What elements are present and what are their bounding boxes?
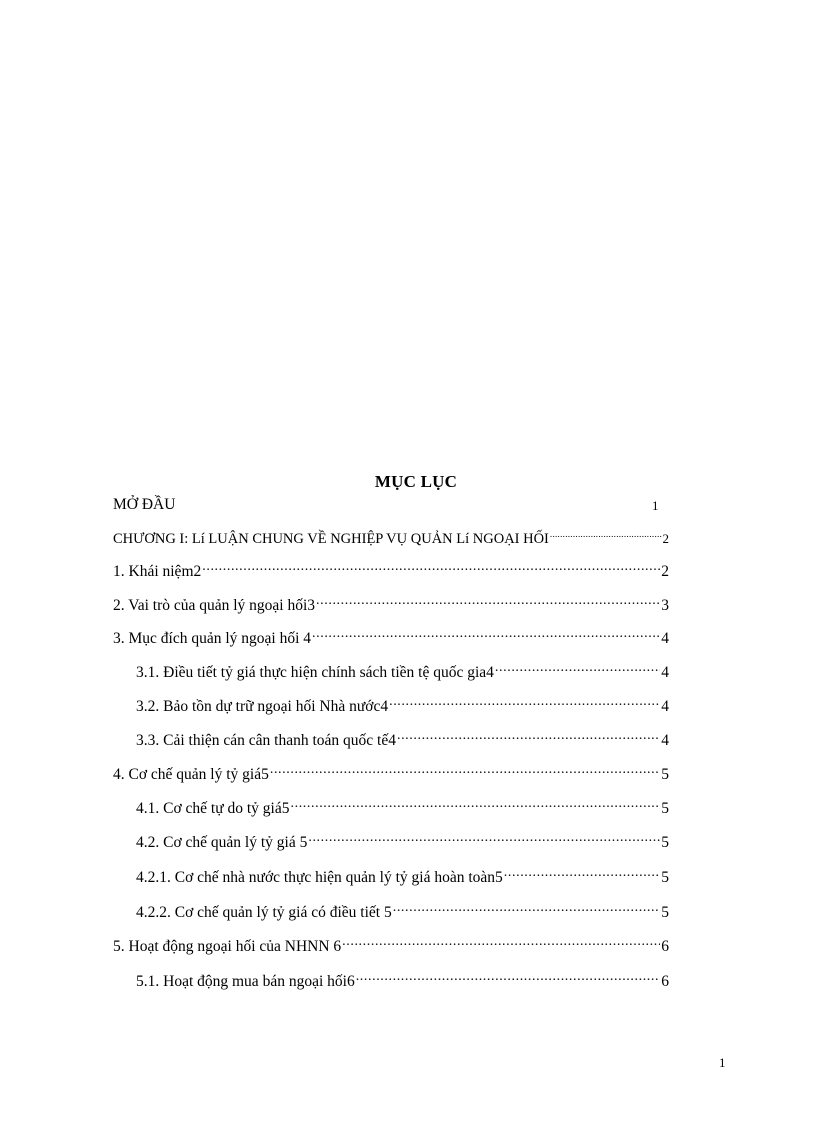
toc-entry[interactable] <box>136 657 669 683</box>
toc-entry[interactable] <box>136 862 669 888</box>
toc-entry[interactable] <box>113 556 669 582</box>
toc-entry[interactable] <box>136 966 669 992</box>
toc-entry[interactable] <box>136 725 669 751</box>
toc-entry-page: 5 <box>661 869 669 886</box>
toc-entry-page: 5 <box>661 834 669 851</box>
toc-entry-label: 3.2. Bảo tồn dự trữ ngoại hối Nhà nước4 <box>136 698 389 715</box>
dot-leader <box>342 931 660 951</box>
dot-leader <box>270 759 660 779</box>
dot-leader <box>393 897 661 917</box>
dot-leader <box>202 556 660 576</box>
toc-entry-label: 4. Cơ chế quản lý tỷ giá5 <box>113 766 269 783</box>
dot-leader <box>550 523 662 543</box>
toc-entry-page: 4 <box>661 698 669 715</box>
toc-entry[interactable] <box>113 759 669 785</box>
toc-entry[interactable] <box>136 793 669 819</box>
toc-entry-page: 2 <box>661 563 669 580</box>
toc-entry-label: 5.1. Hoạt động mua bán ngoại hối6 <box>136 973 355 990</box>
toc-entry-label: CHƯƠNG I: Lí LUẬN CHUNG VỀ NGHIỆP VỤ QUẢN Lí NGOẠI HỐI <box>113 531 549 547</box>
toc-entry-label: 3. Mục đích quản lý ngoại hối 4 <box>113 630 312 647</box>
toc-intro-label[interactable]: MỞ ĐẦU <box>113 496 176 513</box>
footer-page-number: 1 <box>719 1055 726 1070</box>
toc-entry-label: 2. Vai trò của quản lý ngoại hối3 <box>113 597 316 614</box>
toc-entry-page: 4 <box>661 732 669 749</box>
dot-leader <box>356 966 661 986</box>
dot-leader <box>316 590 660 610</box>
toc-entry-label: 3.3. Cải thiện cán cân thanh toán quốc tế4 <box>136 732 396 749</box>
toc-entry-page: 4 <box>661 664 669 681</box>
toc-entry[interactable] <box>113 590 669 616</box>
toc-entry-label: 4.2.1. Cơ chế nhà nước thực hiện quản lý tỷ giá hoàn toàn5 <box>136 869 503 886</box>
dot-leader <box>495 657 660 677</box>
toc-entry-label: 3.1. Điều tiết tỷ giá thực hiện chính sách tiền tệ quốc gia4 <box>136 664 494 681</box>
toc-entry[interactable] <box>113 623 669 649</box>
dot-leader <box>504 862 660 882</box>
toc-entry-page: 2 <box>662 531 669 546</box>
toc-entry-page: 4 <box>661 630 669 647</box>
dot-leader <box>397 725 660 745</box>
toc-entry-page: 5 <box>661 800 669 817</box>
dot-leader <box>312 623 660 643</box>
toc-entry[interactable] <box>136 827 669 853</box>
dot-leader <box>389 691 660 711</box>
toc-entry[interactable] <box>136 691 669 717</box>
toc-entry[interactable] <box>113 931 669 957</box>
toc-intro-page: 1 <box>652 498 659 513</box>
toc-entry-label: 4.2.2. Cơ chế quản lý tỷ giá có điều tiết 5 <box>136 904 392 921</box>
toc-entry-page: 5 <box>661 904 669 921</box>
toc-entry-page: 5 <box>661 766 669 783</box>
toc-chapter-entry[interactable] <box>113 523 669 549</box>
toc-title: MỤC LỤC <box>374 472 458 491</box>
toc-entry-page: 3 <box>661 597 669 614</box>
toc-entry-label: 4.2. Cơ chế quản lý tỷ giá 5 <box>136 834 308 851</box>
dot-leader <box>308 827 660 847</box>
toc-entry-page: 6 <box>661 973 669 990</box>
toc-entry-page: 6 <box>661 938 669 955</box>
dot-leader <box>291 793 661 813</box>
toc-entry-label: 1. Khái niệm2 <box>113 563 202 580</box>
toc-entry[interactable] <box>136 897 669 923</box>
toc-entry-label: 5. Hoạt động ngoại hối của NHNN 6 <box>113 938 342 955</box>
toc-entry-label: 4.1. Cơ chế tự do tỷ giá5 <box>136 800 290 817</box>
